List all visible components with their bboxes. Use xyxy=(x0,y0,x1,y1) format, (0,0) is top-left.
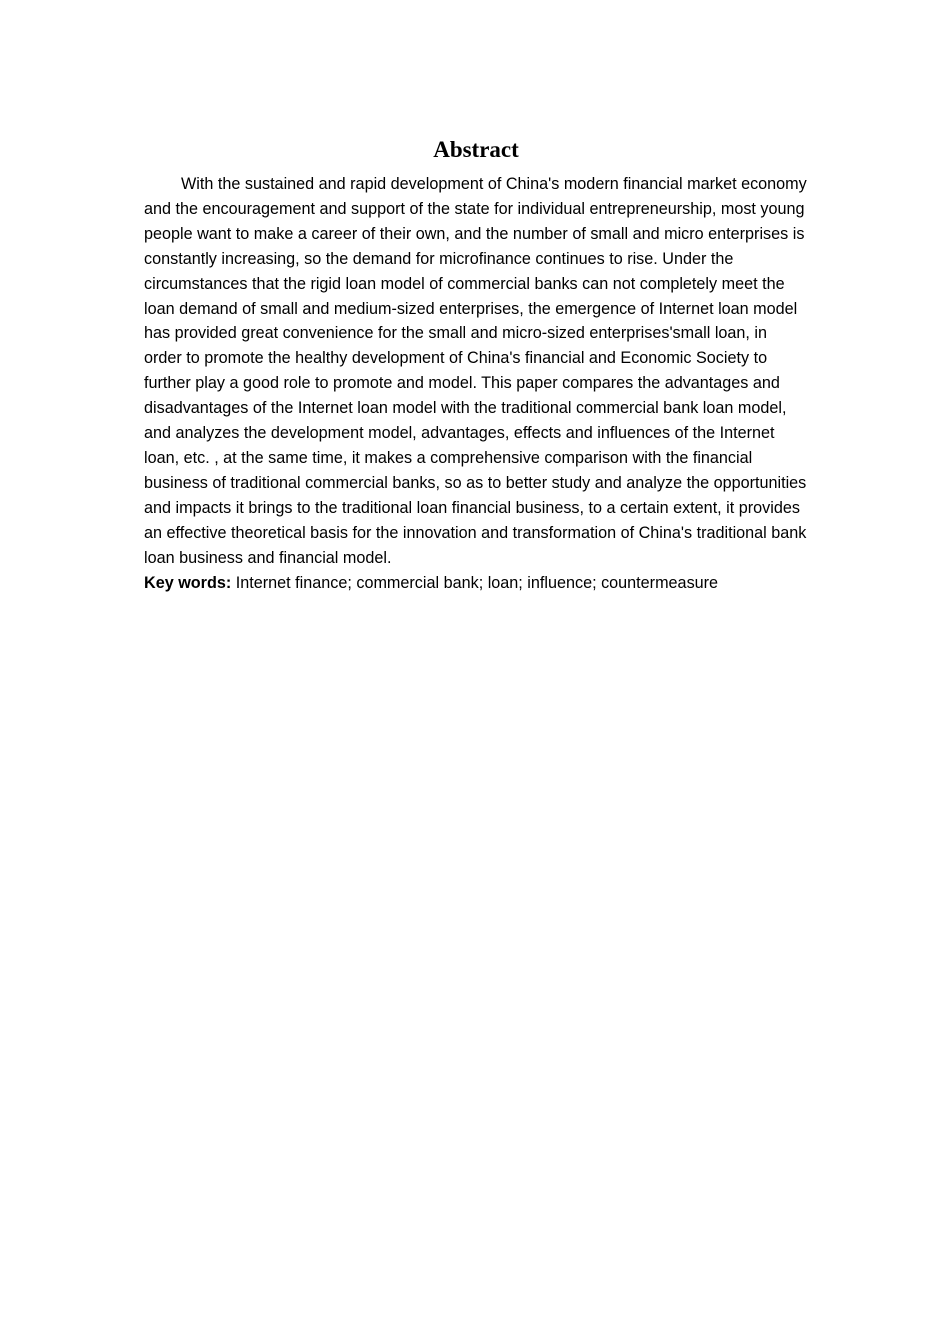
keywords-list: Internet finance; commercial bank; loan; influence; countermeasure xyxy=(231,573,719,592)
keywords-line xyxy=(144,571,808,596)
abstract-section xyxy=(144,134,808,595)
abstract-body: With the sustained and rapid development of China's modern financial market economy and the encouragement and support of the state for individual entrepreneurship, most young people want to make a career of their own, and the number of small and micro enterprises is constantly increasing, so the demand for microfinance continues to rise. Under the circumstances that the rigid loan model of commercial banks can not completely meet the loan demand of small and medium-sized enterprises, the emergence of Internet loan model has provided great convenience for the small and micro-sized enterprises'small loan, in order to promote the healthy development of China's financial and Economic Society to further play a good role to promote and model. This paper compares the advantages and disadvantages of the Internet loan model with the traditional commercial bank loan model, and analyzes the development model, advantages, effects and influences of the Internet loan, etc. , at the same time, it makes a comprehensive comparison with the financial business of traditional commercial banks, so as to better study and analyze the opportunities and impacts it brings to the traditional loan financial business, to a certain extent, it provides an effective theoretical basis for the innovation and transformation of China's traditional bank loan business and financial model. xyxy=(144,175,807,567)
keywords-label: Key words: xyxy=(144,573,232,592)
abstract-title: Abstract xyxy=(433,137,519,162)
